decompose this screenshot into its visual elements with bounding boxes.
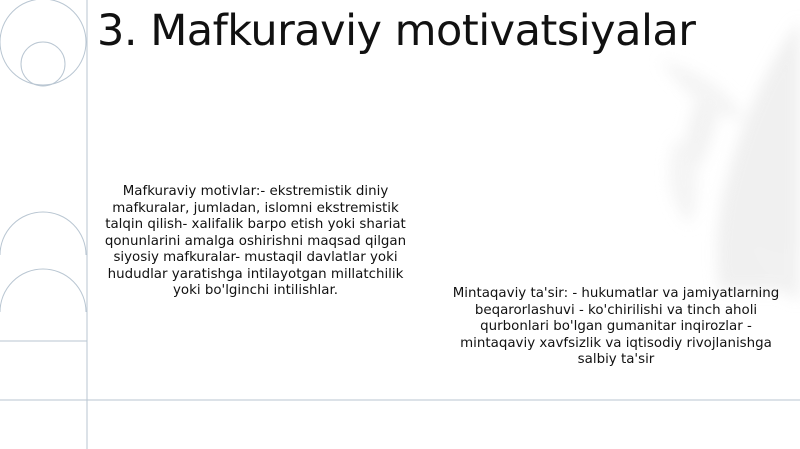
leaf-decoration <box>660 20 800 300</box>
slide-title: 3. Mafkuraviy motivatsiyalar <box>97 6 696 56</box>
ideological-motives-text: Mafkuraviy motivlar:- ekstremistik diniy mafkuralar, jumladan, islomni ekstremistik talqin qilish- xalifalik barpo etish yoki shariat qonunlarini amalga oshirishni maqsad qilgan siyosiy mafkuralar- mustaqil davlatlar yoki hududlar yaratishga intilayotgan millatchilik yoki bo'lginchi intilishlar. <box>104 184 407 298</box>
regional-impact-text: Mintaqaviy ta'sir: - hukumatlar va jamiyatlarning beqarorlashuvi - ko'chirilishi va tinch aholi qurbonlari bo'lgan gumanitar inqirozlar - mintaqaviy xavfsizlik va iqtisodiy rivojlanishga salbiy ta'sir <box>452 286 780 367</box>
